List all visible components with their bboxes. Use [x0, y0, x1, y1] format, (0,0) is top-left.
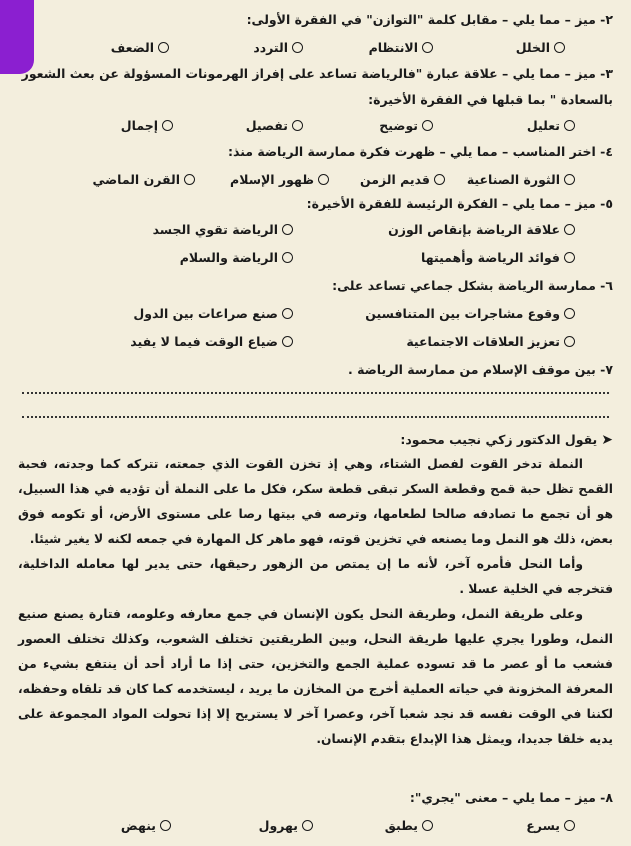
question-5-options-row2	[0, 250, 631, 270]
q8-option-4[interactable]: ينهض	[121, 818, 171, 833]
q6-option-1[interactable]: وقوع مشاجرات بين المتنافسين	[365, 306, 575, 321]
question-2-stem: ٢- ميز – مما يلي – مقابل كلمة "التوازن" في الفقرة الأولى:	[246, 12, 613, 27]
q6-option-2[interactable]: صنع صراعات بين الدول	[133, 306, 293, 321]
radio-circle-icon[interactable]	[564, 336, 575, 347]
passage-paragraph-1: النملة تدخر القوت لفصل الشتاء، وهي إذ تخزن القوت الذي جمعته، تتركه كما وجدته، فحبة القمح تظل حبة قمح وقطعة السكر تبقى قطعة سكر، فكل ما على النملة أن تؤديه في هذا السبيل، هو أن تجمع ما تصادفه صالحا لطعامها، وترصه في بيتها رصا على مستوى الأرض، أو تكومه فوق بعض، ذلك هو النمل وما يصنعه في تخزين قوته، فهو ماهر كل المهارة في جمعه لكنه لا يغير شيئا.	[18, 457, 613, 546]
q3-option-2[interactable]: توضيح	[379, 118, 433, 133]
question-3-stem-line1: ٣- ميز – مما يلي – علاقة عبارة "فالرياضة تساعد على إفراز الهرمونات المسؤولة عن بعث الشعور	[21, 66, 613, 81]
passage-paragraph-3: وعلى طريقة النمل، وطريقة النحل يكون الإنسان في جمع معارفه وعلومه، فتارة يصنع صنيع النمل، وطورا يجري عليها طريقة النحل، وبين الطريقتين تختلف الشعوب، وكذلك تختلف العصور فشعب ما أو عصر ما قد تسوده عملية الجمع والتخزين، حتى إذا ما أراد أحد أن ينتفع بشيء من المعرفة المخزونة في حياته العملية أخرج من المخازن ما يريد ، ليستخدمه كما كان قد تلقاه وحفظه، لكننا في الوقت نفسه قد نجد شعبا آخر، وعصرا آخر لا يستريح إلا إذا تحولت المواد المجموعة على يديه خلقا جديدا، ويمثل هذا الإبداع بتقدم الإنسان.	[18, 607, 613, 746]
radio-circle-icon[interactable]	[282, 308, 293, 319]
question-5-stem: ٥- ميز – مما يلي – الفكرة الرئيسة للفقرة الأخيرة:	[306, 196, 613, 211]
passage-body	[18, 452, 613, 752]
q5-option-3[interactable]: فوائد الرياضة وأهميتها	[421, 250, 575, 265]
q2-option-4[interactable]: الضعف	[111, 40, 169, 55]
q6-option-3[interactable]: تعزيز العلاقات الاجتماعية	[406, 334, 575, 349]
question-3-stem-line2: بالسعادة " بما قبلها في الفقرة الأخيرة:	[368, 92, 613, 107]
radio-circle-icon[interactable]	[160, 820, 171, 831]
question-8-options	[0, 818, 631, 838]
radio-circle-icon[interactable]	[422, 42, 433, 53]
radio-circle-icon[interactable]	[158, 42, 169, 53]
q5-option-4[interactable]: الرياضة والسلام	[180, 250, 293, 265]
radio-circle-icon[interactable]	[184, 174, 195, 185]
q6-option-4[interactable]: ضياع الوقت فيما لا يفيد	[130, 334, 293, 349]
question-6-options-row1	[0, 306, 631, 326]
q2-option-3[interactable]: التردد	[253, 40, 303, 55]
passage-intro: ➤يقول الدكتور زكي نجيب محمود:	[400, 432, 613, 448]
q3-option-1[interactable]: تعليل	[527, 118, 575, 133]
question-6-stem: ٦- ممارسة الرياضة بشكل جماعي تساعد على:	[332, 278, 613, 293]
answer-line-2[interactable]	[22, 416, 609, 418]
question-5-options-row1	[0, 222, 631, 242]
radio-circle-icon[interactable]	[564, 308, 575, 319]
radio-circle-icon[interactable]	[282, 336, 293, 347]
radio-circle-icon[interactable]	[564, 224, 575, 235]
arrow-icon: ➤	[601, 432, 613, 448]
q8-option-2[interactable]: يطبق	[385, 818, 433, 833]
radio-circle-icon[interactable]	[434, 174, 445, 185]
radio-circle-icon[interactable]	[564, 252, 575, 263]
radio-circle-icon[interactable]	[162, 120, 173, 131]
question-4-options	[0, 172, 631, 192]
radio-circle-icon[interactable]	[564, 174, 575, 185]
q4-option-4[interactable]: القرن الماضي	[92, 172, 195, 187]
radio-circle-icon[interactable]	[564, 120, 575, 131]
q3-option-3[interactable]: تفصيل	[246, 118, 303, 133]
passage-paragraph-2: وأما النحل فأمره آخر، لأنه ما إن يمتص من الزهور رحيقها، حتى يدير لها معامله الداخلية، فتخرجه في الخلية عسلا .	[18, 557, 613, 596]
radio-circle-icon[interactable]	[292, 42, 303, 53]
q2-option-2[interactable]: الانتظام	[369, 40, 433, 55]
q3-option-4[interactable]: إجمال	[121, 118, 173, 133]
q4-option-2[interactable]: قديم الزمن	[360, 172, 445, 187]
q4-option-3[interactable]: ظهور الإسلام	[230, 172, 329, 187]
q8-option-1[interactable]: يسرع	[526, 818, 575, 833]
q2-option-1[interactable]: الخلل	[516, 40, 565, 55]
radio-circle-icon[interactable]	[282, 252, 293, 263]
question-4-stem: ٤- اختر المناسب – مما يلي – ظهرت فكرة ممارسة الرياضة منذ:	[227, 144, 613, 159]
q4-option-1[interactable]: الثورة الصناعية	[467, 172, 575, 187]
radio-circle-icon[interactable]	[318, 174, 329, 185]
radio-circle-icon[interactable]	[302, 820, 313, 831]
radio-circle-icon[interactable]	[282, 224, 293, 235]
question-6-options-row2	[0, 334, 631, 354]
question-8-stem: ٨- ميز – مما يلي – معنى "يجري":	[409, 790, 613, 805]
radio-circle-icon[interactable]	[554, 42, 565, 53]
q5-option-2[interactable]: الرياضة تقوي الجسد	[153, 222, 293, 237]
radio-circle-icon[interactable]	[422, 820, 433, 831]
question-7-stem: ٧- بين موقف الإسلام من ممارسة الرياضة .	[348, 362, 613, 377]
question-2-options	[0, 40, 631, 60]
q8-option-3[interactable]: يهرول	[259, 818, 313, 833]
answer-line-1[interactable]	[22, 392, 609, 394]
radio-circle-icon[interactable]	[422, 120, 433, 131]
radio-circle-icon[interactable]	[292, 120, 303, 131]
question-3-options	[0, 118, 631, 138]
radio-circle-icon[interactable]	[564, 820, 575, 831]
q5-option-1[interactable]: علاقة الرياضة بإنقاص الوزن	[388, 222, 575, 237]
